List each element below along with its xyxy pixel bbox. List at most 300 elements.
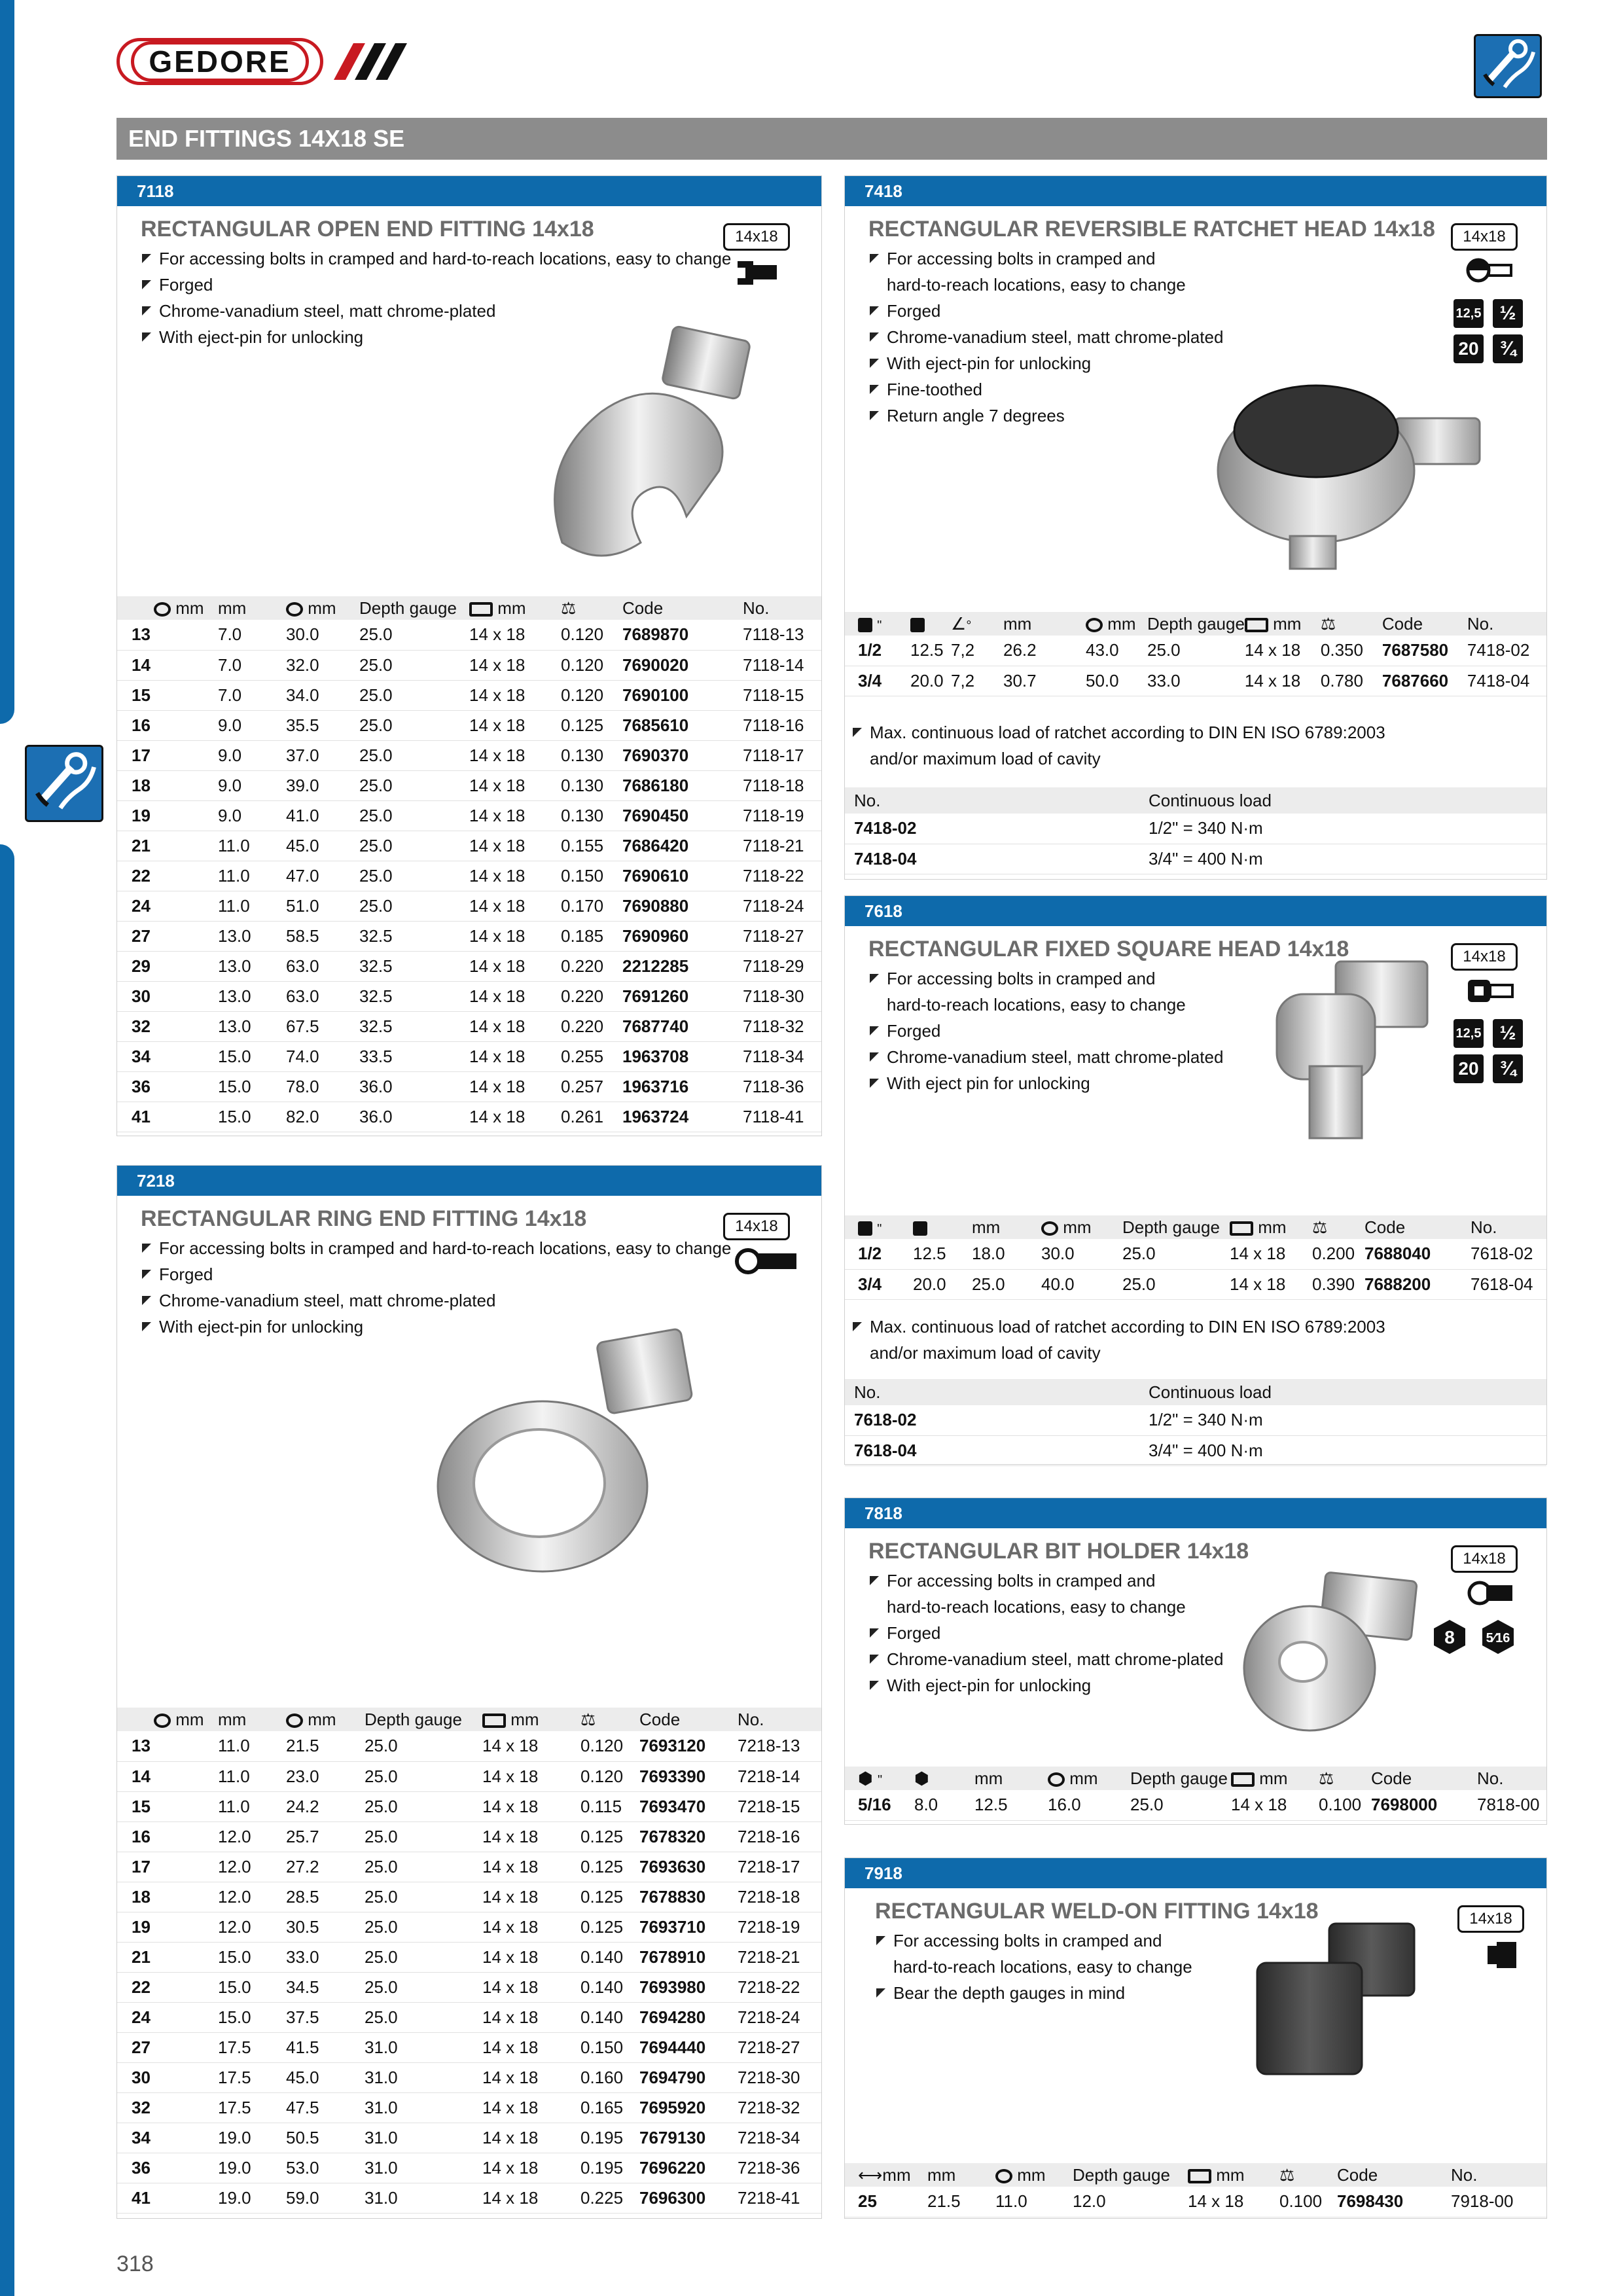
feature-list: [868, 1568, 1223, 1698]
load-row: [845, 814, 1546, 844]
table-cell: 17.5: [218, 2062, 286, 2092]
load-note: [850, 1314, 1385, 1366]
feature-item: With eject-pin for unlocking: [141, 324, 731, 350]
table-cell: 34.0: [286, 680, 359, 710]
spec-table: [845, 1767, 1546, 1821]
table-cell: 7690610: [622, 861, 743, 891]
feature-item: Return angle 7 degrees: [868, 403, 1223, 429]
table-cell: 7918-00: [1451, 2187, 1546, 2217]
table-cell: 12.5: [913, 1239, 972, 1269]
table-cell: 25.0: [359, 891, 469, 921]
table-cell: 7,2: [951, 666, 1003, 696]
table-cell: 14 x 18: [482, 2123, 580, 2153]
section-title: RECTANGULAR RING END FITTING 14x18: [141, 1206, 587, 1231]
unit-label: mm: [882, 2164, 911, 2185]
table-cell: 14 x 18: [469, 1071, 561, 1102]
table-cell: 7693980: [639, 1972, 738, 2002]
weight-icon: ⚖: [1319, 1768, 1334, 1788]
section-title: RECTANGULAR OPEN END FITTING 14x18: [141, 217, 594, 242]
load-value: 3/4" = 400 N·m: [1139, 1435, 1546, 1465]
table-cell: 7678830: [639, 1882, 738, 1912]
section-7118: [116, 175, 822, 1136]
ring-end-symbol-icon: [732, 1247, 798, 1276]
table-cell: 25.0: [359, 770, 469, 800]
table-row: [117, 1852, 821, 1882]
feature-item: hard-to-reach locations, easy to change: [887, 1597, 1186, 1617]
table-cell: 7689870: [622, 620, 743, 650]
table-cell: 14 x 18: [469, 921, 561, 951]
head-width-icon: [1041, 1221, 1058, 1236]
feature-item: For accessing bolts in cramped and hard-to-reach locations, easy to change: [141, 245, 731, 272]
table-cell: 15.0: [218, 1972, 286, 2002]
side-color-bar-top: [0, 0, 14, 724]
table-row: [845, 1269, 1546, 1299]
feature-item: For accessing bolts in cramped and: [868, 245, 1223, 272]
size-badge: 14x18: [1451, 943, 1518, 971]
load-no: 7418-02: [845, 814, 1139, 844]
table-cell: 13.0: [218, 981, 286, 1011]
table-cell: 34: [117, 1041, 218, 1071]
table-cell: 0.195: [580, 2153, 639, 2183]
table-cell: 14 x 18: [482, 1761, 580, 1791]
no-header: No.: [1471, 1215, 1546, 1239]
table-cell: 7218-22: [738, 1972, 821, 2002]
page-banner: END FITTINGS 14X18 SE: [116, 118, 1547, 160]
table-row: [117, 1942, 821, 1972]
table-cell: 27.2: [286, 1852, 365, 1882]
table-cell: 14 x 18: [482, 1852, 580, 1882]
table-cell: 45.0: [286, 831, 359, 861]
section-number: 7418: [845, 176, 1546, 206]
table-cell: 17.5: [218, 2092, 286, 2123]
table-cell: 50.5: [286, 2123, 365, 2153]
table-row: [117, 620, 821, 650]
table-cell: 14 x 18: [1230, 1269, 1312, 1299]
unit-label: mm: [308, 598, 336, 618]
unit-label: °: [966, 618, 972, 633]
head-width-icon: [286, 1713, 303, 1728]
table-cell: 7698430: [1337, 2187, 1451, 2217]
table-cell: 34.5: [286, 1972, 365, 2002]
unit-label: mm: [308, 1709, 336, 1729]
section-number: 7618: [845, 896, 1546, 926]
section-7818: [844, 1498, 1547, 1825]
drive-inch-badge: ½: [1493, 299, 1523, 328]
feature-item: With eject-pin for unlocking: [141, 1314, 731, 1340]
weld-on-symbol-icon: [1486, 1941, 1518, 1969]
head-width-icon: [286, 602, 303, 617]
feature-list: [868, 965, 1223, 1096]
load-row: [845, 1405, 1546, 1435]
table-cell: 40.0: [1041, 1269, 1122, 1299]
unit-label: mm: [1258, 1217, 1287, 1237]
spec-table: [845, 2163, 1546, 2217]
unit-label: ": [877, 1772, 883, 1787]
table-cell: 7418-02: [1467, 636, 1546, 666]
table-cell: 7118-41: [743, 1102, 821, 1132]
no-header: No.: [1467, 612, 1546, 636]
table-cell: 3/4: [845, 1269, 913, 1299]
wrench-size-icon: [154, 1713, 171, 1728]
table-cell: 0.170: [561, 891, 622, 921]
unit-label: mm: [1259, 1768, 1288, 1788]
table-cell: 59.0: [286, 2183, 365, 2213]
table-cell: 14 x 18: [482, 1882, 580, 1912]
open-end-fitting-image: [503, 320, 778, 569]
table-cell: 39.0: [286, 770, 359, 800]
table-cell: 67.5: [286, 1011, 359, 1041]
table-row: [117, 800, 821, 831]
table-cell: 63.0: [286, 951, 359, 981]
table-cell: 43.0: [1086, 636, 1147, 666]
table-cell: 7118-16: [743, 710, 821, 740]
table-cell: 0.220: [561, 951, 622, 981]
table-cell: 7698000: [1371, 1790, 1477, 1820]
depth-gauge-header: Depth gauge: [365, 1708, 482, 1731]
table-cell: 7690880: [622, 891, 743, 921]
square-drive-icon: [1231, 1772, 1255, 1787]
table-cell: 0.185: [561, 921, 622, 951]
size-badge: 14x18: [1457, 1905, 1524, 1933]
table-cell: 18: [117, 1882, 218, 1912]
feature-item: hard-to-reach locations, easy to change: [887, 995, 1186, 1014]
load-table: [845, 787, 1546, 874]
table-row: [117, 921, 821, 951]
table-cell: 13.0: [218, 921, 286, 951]
table-cell: 9.0: [218, 800, 286, 831]
unit-label: mm: [175, 1709, 204, 1729]
table-cell: 0.125: [580, 1912, 639, 1942]
feature-item: Forged: [868, 1018, 1223, 1044]
table-cell: 25.0: [365, 2002, 482, 2032]
load-no-header: No.: [845, 1379, 1139, 1405]
table-cell: 7679130: [639, 2123, 738, 2153]
table-cell: 0.255: [561, 1041, 622, 1071]
table-cell: 24.2: [286, 1791, 365, 1821]
table-cell: 0.350: [1321, 636, 1382, 666]
table-cell: 25.0: [359, 680, 469, 710]
table-cell: 7693710: [639, 1912, 738, 1942]
unit-label: mm: [510, 1709, 539, 1729]
table-cell: 26.2: [1003, 636, 1086, 666]
table-cell: 0.100: [1319, 1790, 1371, 1820]
weight-icon: ⚖: [580, 1709, 596, 1729]
unit-label: ": [877, 1221, 882, 1236]
feature-item: With eject pin for unlocking: [868, 1070, 1223, 1096]
table-row: [845, 666, 1546, 696]
table-cell: 25.0: [1130, 1790, 1231, 1820]
table-cell: 14 x 18: [1188, 2187, 1279, 2217]
table-cell: 21: [117, 1942, 218, 1972]
table-cell: 20.0: [910, 666, 951, 696]
code-header: Code: [1337, 2163, 1451, 2187]
table-cell: 14 x 18: [482, 1972, 580, 2002]
table-cell: 25.0: [972, 1269, 1041, 1299]
table-row: [117, 710, 821, 740]
unit-label: mm: [974, 1768, 1003, 1788]
load-no-header: No.: [845, 787, 1139, 814]
square-drive-icon: [1245, 618, 1268, 632]
square-drive-icon: [1188, 2169, 1211, 2183]
code-header: Code: [1371, 1767, 1477, 1790]
table-cell: 0.220: [561, 1011, 622, 1041]
feature-item: Bear the depth gauges in mind: [875, 1980, 1192, 2006]
section-7618: [844, 895, 1547, 1465]
head-width-icon: [1048, 1772, 1065, 1787]
feature-item: For accessing bolts in cramped and: [875, 1928, 1192, 1954]
table-cell: 14 x 18: [482, 2032, 580, 2062]
table-cell: 0.125: [580, 1821, 639, 1852]
feature-item: Forged: [868, 298, 1223, 324]
spec-table: [845, 612, 1546, 696]
table-cell: 7693120: [639, 1731, 738, 1761]
table-cell: 32.5: [359, 921, 469, 951]
table-cell: 14 x 18: [469, 1102, 561, 1132]
bit-holder-symbol-icon: [1467, 1579, 1514, 1607]
table-row: [117, 951, 821, 981]
table-cell: 7693630: [639, 1852, 738, 1882]
section-number: 7118: [117, 176, 821, 206]
drive-inch-badge: ½: [1493, 1019, 1523, 1048]
table-cell: 7118-15: [743, 680, 821, 710]
table-cell: 82.0: [286, 1102, 359, 1132]
table-cell: 7690960: [622, 921, 743, 951]
hex-drive-icon: ⬢: [858, 1768, 873, 1788]
table-cell: 31.0: [365, 2032, 482, 2062]
table-row: [117, 1011, 821, 1041]
table-cell: 25.0: [1122, 1239, 1230, 1269]
table-cell: 0.390: [1312, 1269, 1364, 1299]
note-line: and/or maximum load of cavity: [870, 1343, 1101, 1363]
table-cell: 21: [117, 831, 218, 861]
table-cell: 33.0: [286, 1942, 365, 1972]
table-cell: 7686180: [622, 770, 743, 800]
feature-item: For accessing bolts in cramped and: [868, 965, 1223, 992]
table-row: [845, 1239, 1546, 1269]
table-cell: 14 x 18: [482, 1912, 580, 1942]
code-header: Code: [622, 596, 743, 620]
table-cell: 7696300: [639, 2183, 738, 2213]
code-header: Code: [1382, 612, 1467, 636]
table-cell: 14 x 18: [469, 650, 561, 680]
table-cell: 25.0: [359, 831, 469, 861]
section-number: 7918: [845, 1858, 1546, 1888]
table-cell: 32: [117, 2092, 218, 2123]
table-cell: 14 x 18: [469, 770, 561, 800]
unit-label: mm: [218, 598, 247, 618]
table-cell: 25.0: [365, 1791, 482, 1821]
table-cell: 21.5: [927, 2187, 995, 2217]
table-cell: 7218-24: [738, 2002, 821, 2032]
table-cell: 14 x 18: [469, 1011, 561, 1041]
note-line: Max. continuous load of ratchet according to DIN EN ISO 6789:2003: [870, 1317, 1385, 1336]
table-cell: 7686420: [622, 831, 743, 861]
table-row: [117, 740, 821, 770]
table-cell: 25.0: [365, 1972, 482, 2002]
table-cell: 13.0: [218, 1011, 286, 1041]
load-row: [845, 1435, 1546, 1465]
table-cell: 16.0: [1048, 1790, 1130, 1820]
table-cell: 14 x 18: [469, 861, 561, 891]
table-cell: 7118-22: [743, 861, 821, 891]
table-cell: 11.0: [995, 2187, 1073, 2217]
table-cell: 31.0: [365, 2153, 482, 2183]
square-drive-icon: [858, 618, 872, 632]
table-cell: 11.0: [218, 1761, 286, 1791]
table-cell: 25.0: [365, 1912, 482, 1942]
table-cell: 45.0: [286, 2062, 365, 2092]
table-cell: 7,2: [951, 636, 1003, 666]
table-row: [117, 1972, 821, 2002]
feature-list: [875, 1928, 1192, 2006]
table-cell: 25.0: [365, 1882, 482, 1912]
table-cell: 13.0: [218, 951, 286, 981]
hex-size-icon: ⬢: [914, 1768, 929, 1788]
unit-label: mm: [1273, 613, 1302, 634]
section-title: RECTANGULAR REVERSIBLE RATCHET HEAD 14x18: [868, 217, 1435, 242]
table-cell: 7218-36: [738, 2153, 821, 2183]
feature-item: Chrome-vanadium steel, matt chrome-plated: [868, 1646, 1223, 1672]
table-cell: 7218-41: [738, 2183, 821, 2213]
table-cell: 41: [117, 2183, 218, 2213]
table-row: [117, 1912, 821, 1942]
table-cell: 14 x 18: [1231, 1790, 1319, 1820]
depth-gauge-header: Depth gauge: [1122, 1215, 1230, 1239]
table-cell: 11.0: [218, 861, 286, 891]
table-cell: 0.100: [1279, 2187, 1337, 2217]
table-cell: 14 x 18: [1245, 666, 1321, 696]
table-cell: 58.5: [286, 921, 359, 951]
table-cell: 7118-19: [743, 800, 821, 831]
table-cell: 22: [117, 1972, 218, 2002]
open-end-symbol-icon: [736, 259, 778, 287]
table-row: [117, 2123, 821, 2153]
table-cell: 7118-21: [743, 831, 821, 861]
section-number: 7218: [117, 1166, 821, 1196]
feature-item: Chrome-vanadium steel, matt chrome-plated: [868, 324, 1223, 350]
page-number: 318: [116, 2251, 154, 2276]
table-cell: 7118-17: [743, 740, 821, 770]
table-cell: 32.5: [359, 981, 469, 1011]
table-cell: 14: [117, 1761, 218, 1791]
load-value-header: Continuous load: [1139, 787, 1546, 814]
size-badge: 14x18: [1451, 223, 1518, 251]
square-size-icon: [913, 1221, 927, 1236]
table-cell: 7687580: [1382, 636, 1467, 666]
table-cell: 14 x 18: [482, 1821, 580, 1852]
ratchet-symbol-icon: [1465, 257, 1512, 283]
weld-on-fitting-image: [1251, 1917, 1421, 2081]
table-cell: 25.0: [365, 1731, 482, 1761]
logo-slashes-icon: [327, 41, 412, 82]
table-row: [117, 981, 821, 1011]
table-row: [845, 1790, 1546, 1820]
table-cell: 12.5: [974, 1790, 1048, 1820]
table-cell: 0.140: [580, 1942, 639, 1972]
table-cell: 27: [117, 2032, 218, 2062]
load-value-header: Continuous load: [1139, 1379, 1546, 1405]
table-cell: 7688200: [1364, 1269, 1471, 1299]
table-cell: 21.5: [286, 1731, 365, 1761]
table-cell: 29: [117, 951, 218, 981]
table-cell: 33.0: [1147, 666, 1245, 696]
wrench-size-icon: [154, 602, 171, 617]
unit-label: mm: [1063, 1217, 1092, 1237]
table-row: [117, 2183, 821, 2213]
table-cell: 28.5: [286, 1882, 365, 1912]
head-width-icon: [995, 2169, 1012, 2183]
table-cell: 7690100: [622, 680, 743, 710]
table-cell: 1963716: [622, 1071, 743, 1102]
table-cell: 19: [117, 1912, 218, 1942]
table-cell: 7695920: [639, 2092, 738, 2123]
table-cell: 15.0: [218, 1071, 286, 1102]
table-cell: 0.125: [580, 1852, 639, 1882]
table-cell: 7218-34: [738, 2123, 821, 2153]
table-cell: 14 x 18: [469, 831, 561, 861]
code-header: Code: [639, 1708, 738, 1731]
table-cell: 35.5: [286, 710, 359, 740]
load-no: 7418-04: [845, 844, 1139, 874]
load-table: [845, 1379, 1546, 1466]
table-cell: 0.195: [580, 2123, 639, 2153]
table-cell: 1/2: [845, 1239, 913, 1269]
table-row: [117, 2062, 821, 2092]
table-cell: 0.780: [1321, 666, 1382, 696]
table-cell: 32.5: [359, 951, 469, 981]
table-cell: 31.0: [365, 2062, 482, 2092]
drive-inch-badge: ¾: [1493, 334, 1523, 363]
section-title: RECTANGULAR BIT HOLDER 14x18: [868, 1539, 1249, 1564]
section-title: RECTANGULAR FIXED SQUARE HEAD 14x18: [868, 937, 1349, 961]
table-cell: 9.0: [218, 770, 286, 800]
table-cell: 7691260: [622, 981, 743, 1011]
table-cell: 0.150: [561, 861, 622, 891]
drive-size-badge: 12,5: [1454, 299, 1484, 328]
note-line: and/or maximum load of cavity: [870, 749, 1101, 768]
table-cell: 11.0: [218, 831, 286, 861]
section-7418: [844, 175, 1547, 880]
table-cell: 37.0: [286, 740, 359, 770]
table-cell: 63.0: [286, 981, 359, 1011]
table-cell: 8.0: [914, 1790, 974, 1820]
table-cell: 7693470: [639, 1791, 738, 1821]
table-cell: 14 x 18: [482, 2153, 580, 2183]
table-cell: 24: [117, 2002, 218, 2032]
table-cell: 20.0: [913, 1269, 972, 1299]
table-cell: 17.5: [218, 2032, 286, 2062]
table-cell: 0.115: [580, 1791, 639, 1821]
table-cell: 25.0: [359, 800, 469, 831]
table-cell: 7118-14: [743, 650, 821, 680]
table-cell: 30.5: [286, 1912, 365, 1942]
table-cell: 0.130: [561, 800, 622, 831]
table-cell: 14 x 18: [482, 1731, 580, 1761]
table-cell: 7618-04: [1471, 1269, 1546, 1299]
ratchet-head-image: [1211, 359, 1486, 575]
table-cell: 19.0: [218, 2123, 286, 2153]
table-cell: 14 x 18: [469, 891, 561, 921]
table-cell: 41.0: [286, 800, 359, 831]
table-cell: 7218-16: [738, 1821, 821, 1852]
feature-item: Chrome-vanadium steel, matt chrome-plated: [141, 298, 731, 324]
feature-list: [868, 245, 1223, 429]
table-cell: 7678910: [639, 1942, 738, 1972]
table-cell: 1963724: [622, 1102, 743, 1132]
feature-item: Fine-toothed: [868, 376, 1223, 403]
table-cell: 14 x 18: [469, 951, 561, 981]
table-cell: 0.125: [561, 710, 622, 740]
